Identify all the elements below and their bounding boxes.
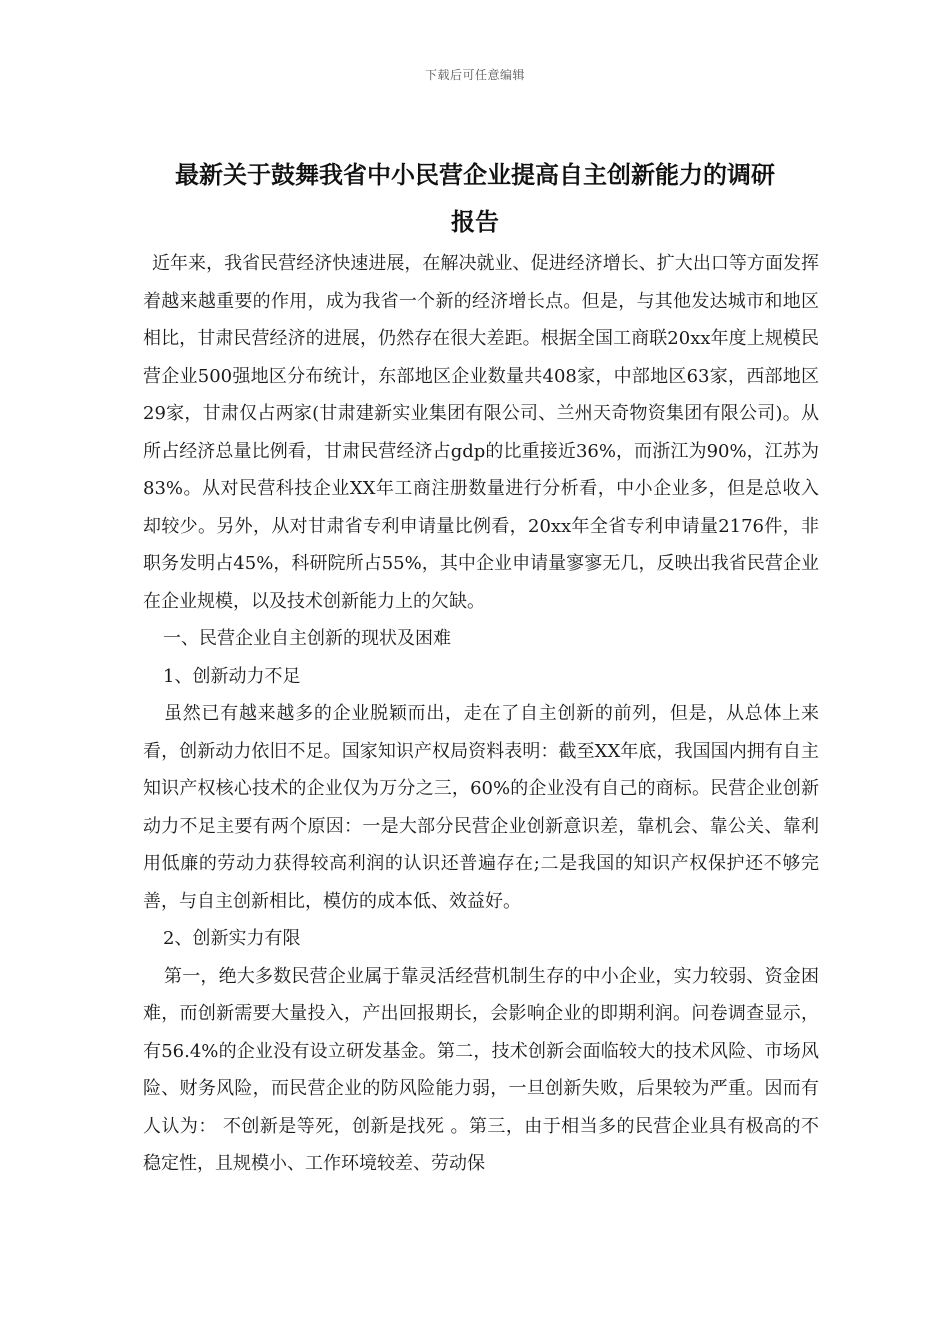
document-title-line-2: 报告 <box>451 208 499 236</box>
document-title-line-1: 最新关于鼓舞我省中小民营企业提高自主创新能力的调研 <box>175 161 775 189</box>
header-note: 下载后可任意编辑 <box>424 68 525 82</box>
intro-paragraph: 近年来，我省民营经济快速进展，在解决就业、促进经济增长、扩大出口等方面发挥着越来越重要的作用，成为我省一个新的经济增长点。但是，与其他发达城市和地区相比，甘肃民营经济的进展，仍然存在很大差距。根据全国工商联20xx年度上规模民营企业500强地区分布统计，东部地区企业数量共408家，中部地区63家，西部地区29家，甘肃仅占两家(甘肃建新实业集团有限公司、兰州天奇物资集团有限公司)。从所占经济总量比例看，甘肃民营经济占gdp的比重接近36%，而浙江为90%，江苏为83%。从对民营科技企业XX年工商注册数量进行分析看，中小企业多，但是总收入却较少。另外，从对甘肃省专利申请量比例看，20xx年全省专利申请量2176件，非职务发明占45%，科研院所占55%，其中企业申请量寥寥无几，反映出我省民营企业在企业规模，以及技术创新能力上的欠缺。 <box>143 253 819 612</box>
section-heading-1: 一、民营企业自主创新的现状及困难 <box>163 628 451 649</box>
subsection-heading-1: 1、创新动力不足 <box>163 665 301 687</box>
subsection-heading-2: 2、创新实力有限 <box>163 928 301 949</box>
subsection-paragraph-2: 第一，绝大多数民营企业属于靠灵活经营机制生存的中小企业，实力较弱、资金困难，而创新需要大量投入，产出回报期长，会影响企业的即期利润。问卷调查显示，有56.4%的企业没有设立研发基金。第二，技术创新会面临较大的技术风险、市场风险、财务风险，而民营企业的防风险能力弱，一旦创新失败，后果较为严重。因而有人认为： 不创新是等死，创新是找死 。第三，由于相当多的民营企业具有极高的不稳定性，且规模小、工作环境较差、劳动保 <box>143 965 819 1174</box>
document-body <box>143 245 819 1183</box>
subsection-paragraph-1: 虽然已有越来越多的企业脱颖而出，走在了自主创新的前列，但是，从总体上来看，创新动力依旧不足。国家知识产权局资料表明：截至XX年底，我国国内拥有自主知识产权核心技术的企业仅为万分之三，60%的企业没有自己的商标。民营企业创新动力不足主要有两个原因：一是大部分民营企业创新意识差，靠机会、靠公关、靠利用低廉的劳动力获得较高利润的认识还普遍存在;二是我国的知识产权保护还不够完善，与自主创新相比，模仿的成本低、效益好。 <box>143 703 819 912</box>
